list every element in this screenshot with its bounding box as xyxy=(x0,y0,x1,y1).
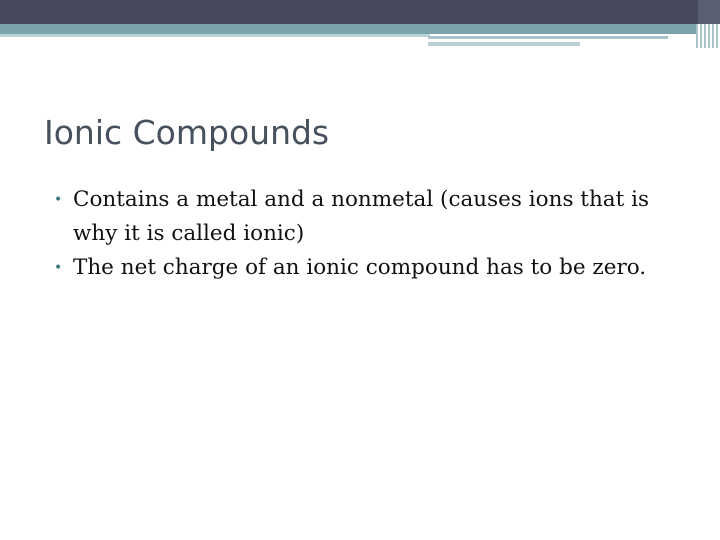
bullet-marker: • xyxy=(54,260,63,276)
header-teal-bar xyxy=(0,24,720,34)
header-decoration xyxy=(0,0,720,48)
header-stripes xyxy=(696,24,720,48)
bullet-text: Contains a metal and a nonmetal (causes ions that is why it is called ionic) xyxy=(73,187,649,246)
bullet-item xyxy=(54,251,694,285)
bullet-list xyxy=(54,183,694,285)
header-accent-line xyxy=(428,36,668,39)
bullet-text: The net charge of an ionic compound has to be zero. xyxy=(73,255,647,280)
header-dark-bar-end xyxy=(698,0,720,24)
slide-title: Ionic Compounds xyxy=(44,113,330,152)
header-accent-line-short xyxy=(428,42,580,46)
bullet-marker: • xyxy=(54,192,63,208)
header-dark-bar xyxy=(0,0,698,24)
bullet-item xyxy=(54,183,694,251)
header-light-bar xyxy=(0,34,430,37)
